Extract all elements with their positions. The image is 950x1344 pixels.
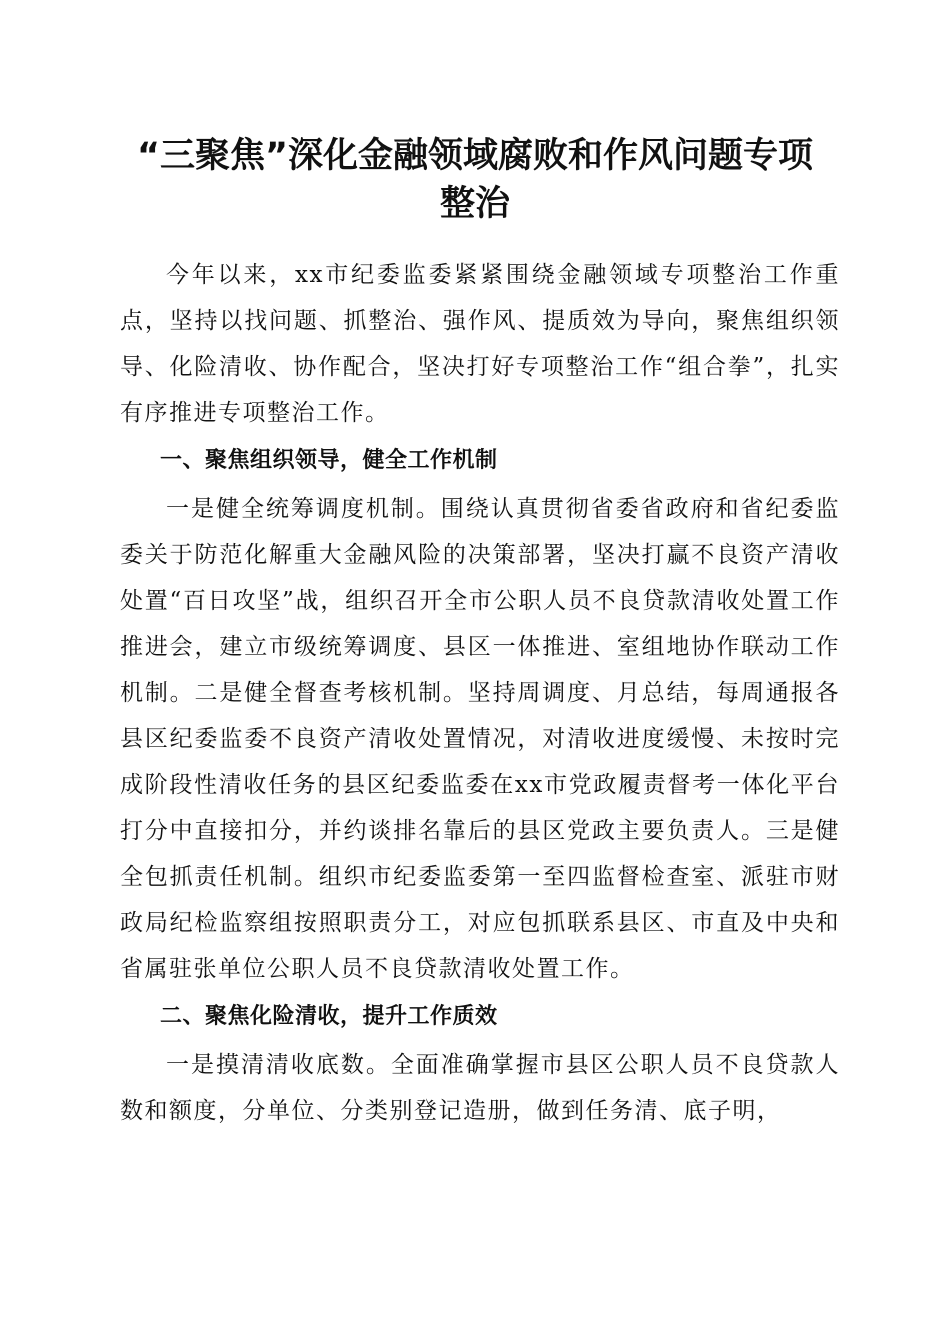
title-line-1: “三聚焦”深化金融领域腐败和作风问题专项 — [136, 136, 813, 176]
intro-paragraph: 今年以来，xx市纪委监委紧紧围绕金融领域专项整治工作重点，坚持以找问题、抓整治、强作风、提质效为导向，聚焦组织领导、化险清收、协作配合，坚决打好专项整治工作“组合拳”，扎实有序推进专项整治工作。 — [120, 262, 840, 426]
section-1-paragraph: 一是健全统筹调度机制。围绕认真贯彻省委省政府和省纪委监委关于防范化解重大金融风险的决策部署，坚决打赢不良资产清收处置“百日攻坚”战，组织召开全市公职人员不良贷款清收处置工作推进会，建立市级统筹调度、县区一体推进、室组地协作联动工作机制。二是健全督查考核机制。坚持周调度、月总结，每周通报各县区纪委监委不良资产清收处置情况，对清收进度缓慢、未按时完成阶段性清收任务的县区纪委监委在xx市党政履责督考一体化平台打分中直接扣分，并约谈排名靠后的县区党政主要负责人。三是健全包抓责任机制。组织市纪委监委第一至四监督检查室、派驻市财政局纪检监察组按照职责分工，对应包抓联系县区、市直及中央和省属驻张单位公职人员不良贷款清收处置工作。 — [120, 496, 840, 982]
document-title — [100, 132, 850, 228]
section-1-heading: 一、聚焦组织领导，健全工作机制 — [160, 448, 498, 473]
document-body — [120, 252, 840, 1134]
title-line-2: 整治 — [439, 184, 510, 224]
section-2-heading: 二、聚焦化险清收，提升工作质效 — [160, 1004, 498, 1029]
section-2-paragraph: 一是摸清清收底数。全面准确掌握市县区公职人员不良贷款人数和额度，分单位、分类别登记造册，做到任务清、底子明， — [120, 1052, 840, 1124]
